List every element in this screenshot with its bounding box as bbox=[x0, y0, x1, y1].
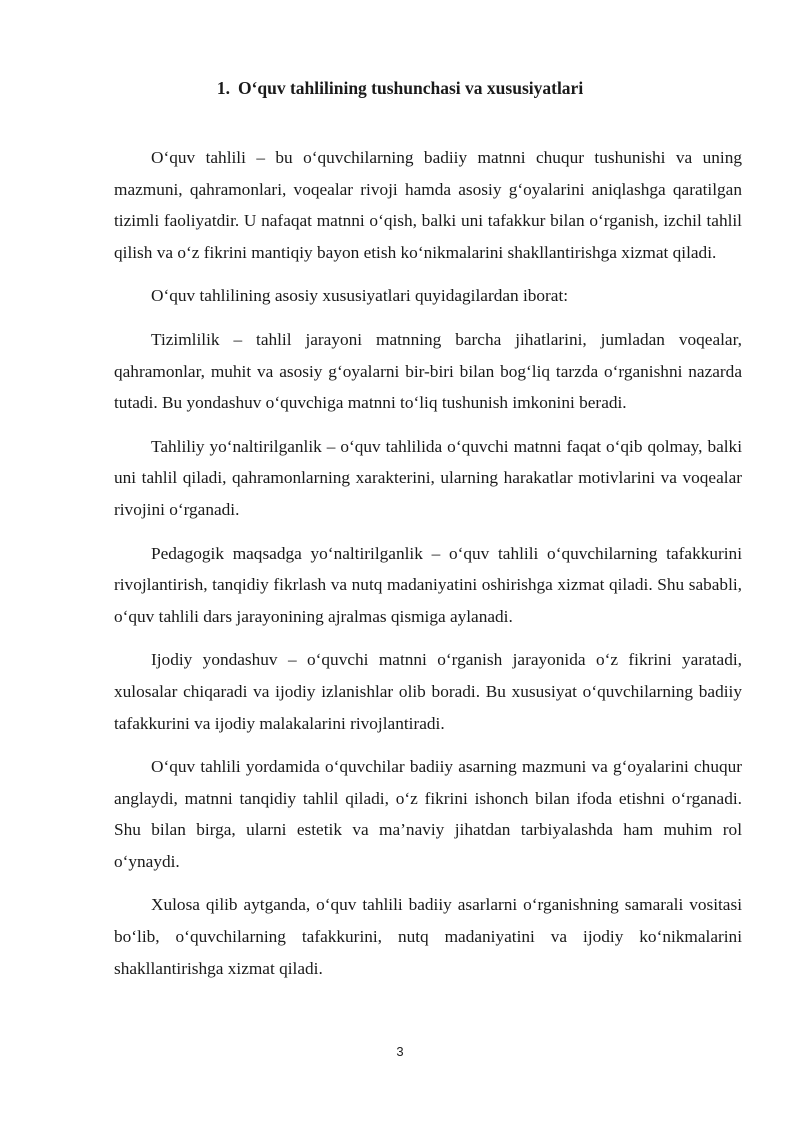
body-text bbox=[114, 142, 742, 996]
paragraph-conclusion: Xulosa qilib aytganda, o‘quv tahlili badiiy asarlarni o‘rganishning samarali vositasi bo‘lib, o‘quvchilarning tafakkurini, nutq madaniyatini va ijodiy ko‘nikmalarini shakllantirishga xizmat qiladi. bbox=[114, 895, 742, 978]
paragraph-systematicity: Tizimlilik – tahlil jarayoni matnning barcha jihatlarini, jumladan voqealar, qahramonlar, muhit va asosiy g‘oyalarni bir-biri bilan bog‘liq tarzda o‘rganishni nazarda tutadi. Bu yondashuv o‘quvchiga matnni to‘liq tushunish imkonini beradi. bbox=[114, 329, 742, 413]
section-number: 1. bbox=[216, 78, 230, 98]
section-title: O‘quv tahlilining tushunchasi va xususiyatlari bbox=[237, 78, 584, 98]
paragraph-definition: O‘quv tahlili – bu o‘quvchilarning badiiy matnni chuqur tushunishi va uning mazmuni, qahramonlari, voqealar rivoji hamda asosiy g‘oyalarini aniqlashga qaratilgan tizimli faoliyatdir. U nafaqat matnni o‘qish, balki uni tafakkur bilan o‘rganish, izchil tahlil qilish va o‘z fikrini mantiqiy bayon etish ko‘nikmalarini shakllantirishga xizmat qiladi. bbox=[114, 148, 742, 262]
section-heading bbox=[0, 76, 800, 100]
paragraph-features-intro: O‘quv tahlilining asosiy xususiyatlari quyidagilardan iborat: bbox=[151, 286, 569, 306]
paragraph-creative-approach: Ijodiy yondashuv – o‘quvchi matnni o‘rganish jarayonida o‘z fikrini yaratadi, xulosalar chiqaradi va ijodiy izlanishlar olib boradi. Bu xususiyat o‘quvchilarning badiiy tafakkurini va ijodiy malakalarini rivojlantiradi. bbox=[114, 650, 742, 733]
paragraph-benefits: O‘quv tahlili yordamida o‘quvchilar badiiy asarning mazmuni va g‘oyalarini chuqur anglaydi, matnni tanqidiy tahlil qiladi, o‘z fikrini ishonch bilan ifoda etishni o‘rganadi. Shu bilan birga, ularni estetik va ma’naviy jihatdan tarbiyalashda ham muhim rol o‘ynaydi. bbox=[114, 757, 742, 871]
paragraph-pedagogical-orientation: Pedagogik maqsadga yo‘naltirilganlik – o‘quv tahlili o‘quvchilarning tafakkurini rivojlantirish, tanqidiy fikrlash va nutq madaniyatini oshirishga xizmat qiladi. Shu sababli, o‘quv tahlili dars jarayonining ajralmas qismiga aylanadi. bbox=[114, 543, 742, 626]
paragraph-analytical-orientation: Tahliliy yo‘naltirilganlik – o‘quv tahlilida o‘quvchi matnni faqat o‘qib qolmay, balki uni tahlil qiladi, qahramonlarning xarakterini, ularning harakatlar motivlarini va voqealar rivojini o‘rganadi. bbox=[114, 436, 742, 519]
page-number: 3 bbox=[396, 1044, 404, 1059]
